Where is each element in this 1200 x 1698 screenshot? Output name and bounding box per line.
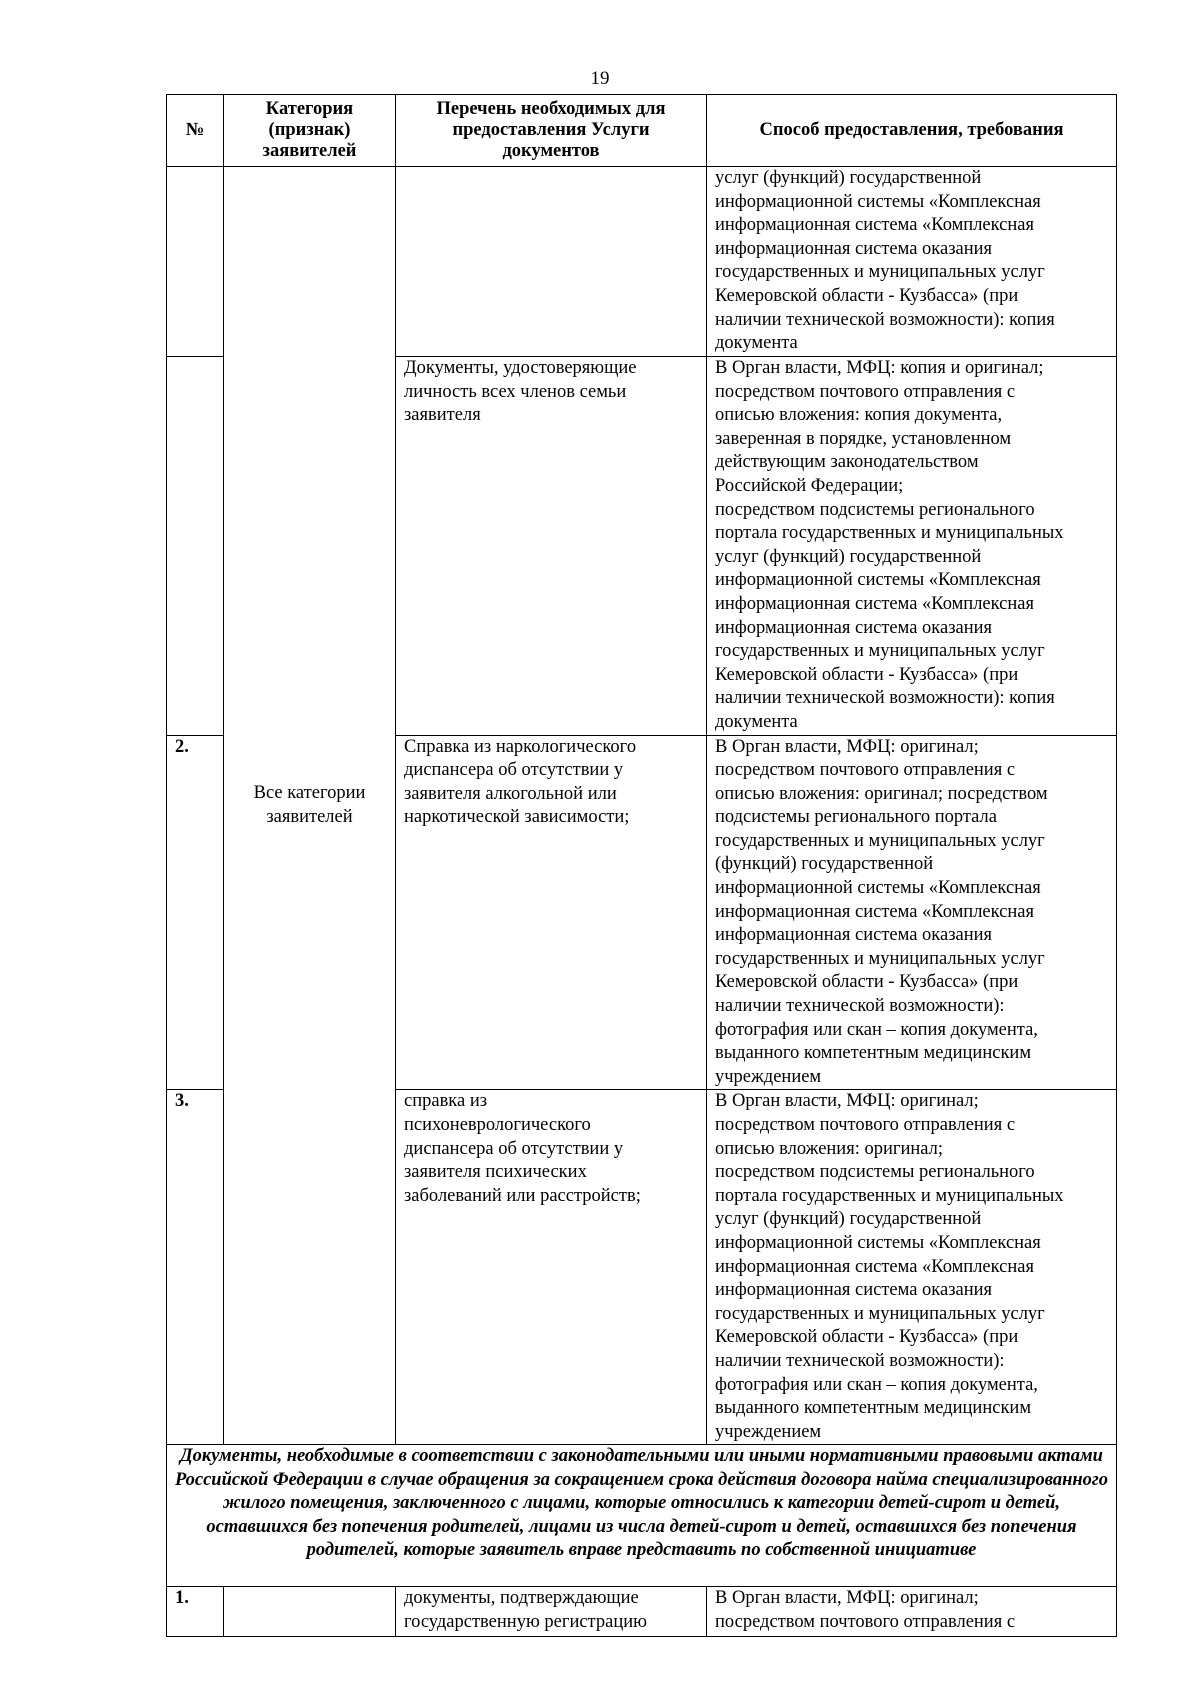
section-heading-row bbox=[167, 1445, 1117, 1587]
row-number bbox=[167, 357, 224, 736]
header-method: Способ предоставления, требования bbox=[707, 95, 1117, 167]
page-number: 19 bbox=[590, 68, 610, 89]
row-number: 3. bbox=[167, 1090, 224, 1445]
header-documents: Перечень необходимых для предоставления Услуги документов bbox=[396, 95, 707, 167]
document-cell: Справка из наркологического диспансера об отсутствии у заявителя алкогольной или наркотической зависимости; bbox=[396, 735, 707, 1090]
method-cell: В Орган власти, МФЦ: оригинал; посредством почтового отправления с bbox=[707, 1587, 1117, 1637]
table-row bbox=[167, 1587, 1117, 1637]
requirements-table bbox=[166, 94, 1117, 1637]
document-cell: документы, подтверждающие государственную регистрацию bbox=[396, 1587, 707, 1637]
header-number: № bbox=[167, 95, 224, 167]
method-cell: В Орган власти, МФЦ: оригинал; посредством почтового отправления с описью вложения: оригинал; посредством подсистемы регионального портала государственных и муниципальных услуг (функций) государственной информационной системы «Комплексная информационная система «Комплексная информационная система оказания государственных и муниципальных услуг Кемеровской области - Кузбасса» (при наличии технической возможности): фотография или скан – копия документа, выданного компетентным медицинским учреждением bbox=[707, 1090, 1117, 1445]
applicant-category: Все категории заявителей bbox=[224, 167, 396, 1445]
row-number bbox=[167, 167, 224, 357]
method-cell: В Орган власти, МФЦ: оригинал; посредством почтового отправления с описью вложения: оригинал; посредством подсистемы регионального портала государственных и муниципальных услуг (функций) государственной информационной системы «Комплексная информационная система «Комплексная информационная система оказания государственных и муниципальных услуг Кемеровской области - Кузбасса» (при наличии технической возможности): фотография или скан – копия документа, выданного компетентным медицинским учреждением bbox=[707, 735, 1117, 1090]
method-cell: услуг (функций) государственной информационной системы «Комплексная информационная система «Комплексная информационная система оказания государственных и муниципальных услуг Кемеровской области - Кузбасса» (при наличии технической возможности): копия документа bbox=[707, 167, 1117, 357]
applicant-category bbox=[224, 1587, 396, 1637]
document-cell: справка из психоневрологического диспансера об отсутствии у заявителя психических заболеваний или расстройств; bbox=[396, 1090, 707, 1445]
document-cell: Документы, удостоверяющие личность всех членов семьи заявителя bbox=[396, 357, 707, 736]
section-heading: Документы, необходимые в соответствии с законодательными или иными нормативными правовыми актами Российской Федерации в случае обращения за сокращением срока действия договора найма специализированного жилого помещения, заключенного с лицами, которые относились к категории детей-сирот и детей, оставшихся без попечения родителей, лицами из числа детей-сирот и детей, оставшихся без попечения родителей, которые заявитель вправе представить по собственной инициативе bbox=[167, 1445, 1117, 1587]
table-row bbox=[167, 167, 1117, 357]
document-cell bbox=[396, 167, 707, 357]
row-number: 2. bbox=[167, 735, 224, 1090]
header-category: Категория (признак) заявителей bbox=[224, 95, 396, 167]
method-cell: В Орган власти, МФЦ: копия и оригинал; посредством почтового отправления с описью вложения: копия документа, заверенная в порядке, установленном действующим законодательством Российской Федерации; посредством подсистемы регионального портала государственных и муниципальных услуг (функций) государственной информационной системы «Комплексная информационная система «Комплексная информационная система оказания государственных и муниципальных услуг Кемеровской области - Кузбасса» (при наличии технической возможности): копия документа bbox=[707, 357, 1117, 736]
table-header-row bbox=[167, 95, 1117, 167]
row-number: 1. bbox=[167, 1587, 224, 1637]
